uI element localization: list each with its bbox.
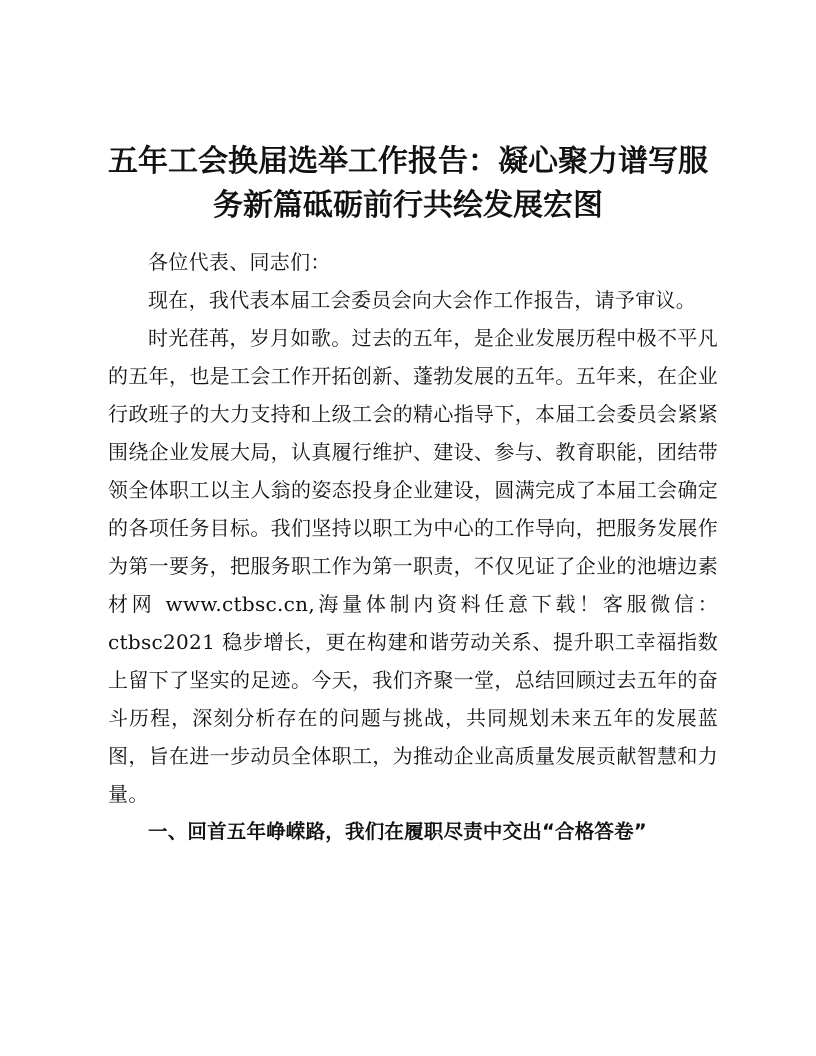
salutation-paragraph: 各位代表、同志们： [148, 250, 331, 274]
document-body [108, 243, 718, 851]
intro-paragraph: 现在，我代表本届工会委员会向大会作工作报告，请予审议。 [148, 288, 697, 312]
section-heading: 一、回首五年峥嵘路，我们在履职尽责中交出“合格答卷” [148, 820, 647, 843]
document-title: 五年工会换届选举工作报告：凝心聚力谱写服务新篇砥砺前行共绘发展宏图 [108, 144, 708, 223]
summary-paragraph: 时光荏苒，岁月如歌。过去的五年，是企业发展历程中极不平凡的五年，也是工会工作开拓创新、蓬勃发展的五年。五年来，在企业行政班子的大力支持和上级工会的精心指导下，本届工会委员会紧紧围绕企业发展大局，认真履行维护、建设、参与、教育职能，团结带领全体职工以主人翁的姿态投身企业建设，圆满完成了本届工会确定的各项任务目标。我们坚持以职工为中心的工作导向，把服务发展作为第一要务，把服务职工作为第一职责，不仅见证了企业的池塘边素材网 www.ctbsc.cn,海量体制内资料任意下载！客服微信：ctbsc2021 稳步增长，更在构建和谐劳动关系、提升职工幸福指数上留下了坚实的足迹。今天，我们齐聚一堂，总结回顾过去五年的奋斗历程，深刻分析存在的问题与挑战，共同规划未来五年的发展蓝图，旨在进一步动员全体职工，为推动企业高质量发展贡献智慧和力量。 [108, 326, 718, 806]
